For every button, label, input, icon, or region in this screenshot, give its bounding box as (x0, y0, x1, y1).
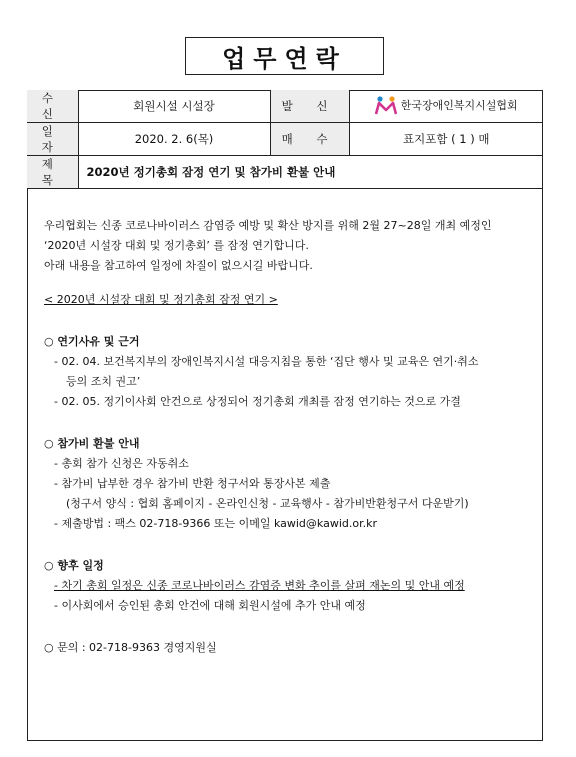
section-schedule-title: ○ 향후 일정 (44, 559, 104, 572)
subject-value: 2020년 정기총회 잠정 연기 및 참가비 환불 안내 (78, 156, 543, 189)
section-reason-title: ○ 연기사유 및 근거 (44, 335, 140, 348)
header-table (27, 90, 543, 189)
date-label: 일 자 (27, 123, 78, 156)
reason-item-1-cont: 등의 조치 권고’ (66, 375, 141, 388)
refund-item-1: - 총회 참가 신청은 자동취소 (54, 457, 189, 470)
schedule-item-1: - 차기 총회 일정은 신종 코로나바이러스 감염증 변화 추이를 살펴 재논의 및 안내 예정 (54, 579, 465, 592)
refund-item-2: - 참가비 납부한 경우 참가비 반환 청구서와 통장사본 제출 (54, 477, 331, 490)
refund-item-2-form: (청구서 양식 : 협회 홈페이지 - 온라인신청 - 교육행사 - 참가비반환청구서 다운받기) (66, 497, 469, 510)
recipient-label: 수 신 (27, 90, 78, 123)
document-title-box (185, 37, 384, 75)
document-title: 업무연락 (222, 44, 347, 73)
reason-item-2: - 02. 05. 정기이사회 안건으로 상정되어 정기총회 개최를 잠정 연기하는 것으로 가결 (54, 395, 461, 408)
section-refund (44, 434, 534, 534)
refund-item-3: - 제출방법 : 팩스 02-718-9366 또는 이메일 kawid@kawid.or.kr (54, 517, 377, 530)
document-body (44, 216, 534, 658)
schedule-item-2: - 이사회에서 승인된 총회 안건에 대해 회원시설에 추가 안내 예정 (54, 599, 366, 612)
intro-line-2: ‘2020년 시설장 대회 및 정기총회’ 를 잠정 연기합니다. (44, 239, 309, 252)
section-schedule (44, 556, 534, 616)
date-value: 2020. 2. 6(목) (78, 123, 270, 156)
reason-item-1: - 02. 04. 보건복지부의 장애인복지시설 대응지침을 통한 ‘집단 행사 및 교육은 연기·취소 (54, 355, 479, 368)
contact-info: ○ 문의 : 02-718-9363 경영지원실 (44, 641, 217, 654)
intro-line-1: 우리협회는 신종 코로나바이러스 감염증 예방 및 확산 방지를 위해 2월 27~28일 개최 예정인 (44, 219, 492, 232)
pages-label: 매 수 (270, 123, 349, 156)
subject-label: 제 목 (27, 156, 78, 189)
notice-heading: < 2020년 시설장 대회 및 정기총회 잠정 연기 > (44, 293, 278, 306)
sender-label: 발 신 (270, 90, 349, 123)
recipient-value: 회원시설 시설장 (78, 90, 270, 123)
sender-cell (349, 90, 543, 123)
sender-logo (375, 95, 518, 115)
association-logo-icon (375, 95, 397, 115)
pages-value: 표지포함 ( 1 ) 매 (349, 123, 543, 156)
section-reason (44, 332, 534, 412)
intro-line-3: 아래 내용을 참고하여 일정에 차질이 없으시길 바랍니다. (44, 259, 313, 272)
sender-org-name: 한국장애인복지시설협회 (400, 98, 518, 112)
section-refund-title: ○ 참가비 환불 안내 (44, 437, 140, 450)
